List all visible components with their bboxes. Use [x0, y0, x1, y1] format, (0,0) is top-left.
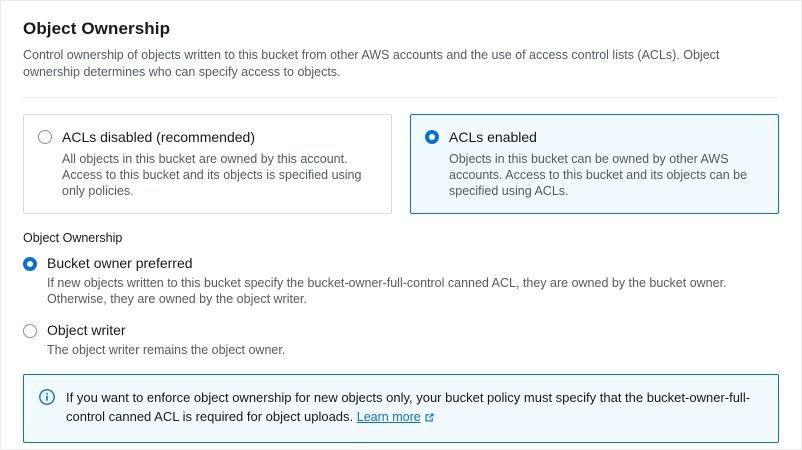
learn-more-link[interactable]: Learn more [356, 410, 421, 424]
option-bucket-owner-preferred-text [47, 254, 779, 307]
info-alert-text [66, 388, 763, 428]
info-alert-message: If you want to enforce object ownership for new objects only, your bucket policy must specify that the bucket-owner-full-control canned ACL is required for object uploads. [66, 390, 751, 424]
tile-acls-disabled-description: All objects in this bucket are owned by this account. Access to this bucket and its objects is specified using only policies. [62, 152, 362, 198]
tile-acls-disabled-label: ACLs disabled (recommended) [62, 129, 255, 145]
panel-description: Control ownership of objects written to this bucket from other AWS accounts and the use of access control lists (ACLs). Object ownership determines who can specify access to objects. [23, 48, 720, 79]
info-icon [39, 389, 55, 405]
option-object-writer[interactable] [23, 321, 779, 358]
external-link-icon [424, 409, 435, 428]
option-bucket-owner-preferred-label: Bucket owner preferred [47, 255, 193, 271]
acl-mode-tile-group [23, 114, 779, 214]
tile-acls-enabled[interactable] [410, 114, 779, 214]
option-object-writer-description: The object writer remains the object owner. [47, 343, 286, 357]
option-bucket-owner-preferred[interactable] [23, 254, 779, 307]
tile-acls-enabled-label: ACLs enabled [449, 129, 537, 145]
option-bucket-owner-preferred-description: If new objects written to this bucket specify the bucket-owner-full-control canned ACL, they are owned by the bucket owner. Otherwise, they are owned by the object writer. [47, 276, 727, 306]
tile-acls-enabled-text [449, 128, 764, 199]
tile-acls-disabled-text [62, 128, 377, 199]
option-spacer [23, 311, 779, 321]
tile-acls-enabled-description: Objects in this bucket can be owned by other AWS accounts. Access to this bucket and its objects can be specified using ACLs. [449, 152, 748, 198]
panel-body [1, 98, 801, 443]
radio-object-writer[interactable] [23, 324, 37, 338]
option-object-writer-label: Object writer [47, 322, 126, 338]
radio-acls-disabled[interactable] [38, 130, 52, 144]
radio-acls-enabled[interactable] [425, 130, 439, 144]
object-ownership-section-label: Object Ownership [23, 231, 123, 245]
page-title: Object Ownership [23, 19, 171, 38]
tile-acls-disabled[interactable] [23, 114, 392, 214]
option-object-writer-text [47, 321, 779, 358]
panel-header [1, 1, 801, 98]
info-alert [23, 374, 779, 443]
radio-bucket-owner-preferred[interactable] [23, 257, 37, 271]
